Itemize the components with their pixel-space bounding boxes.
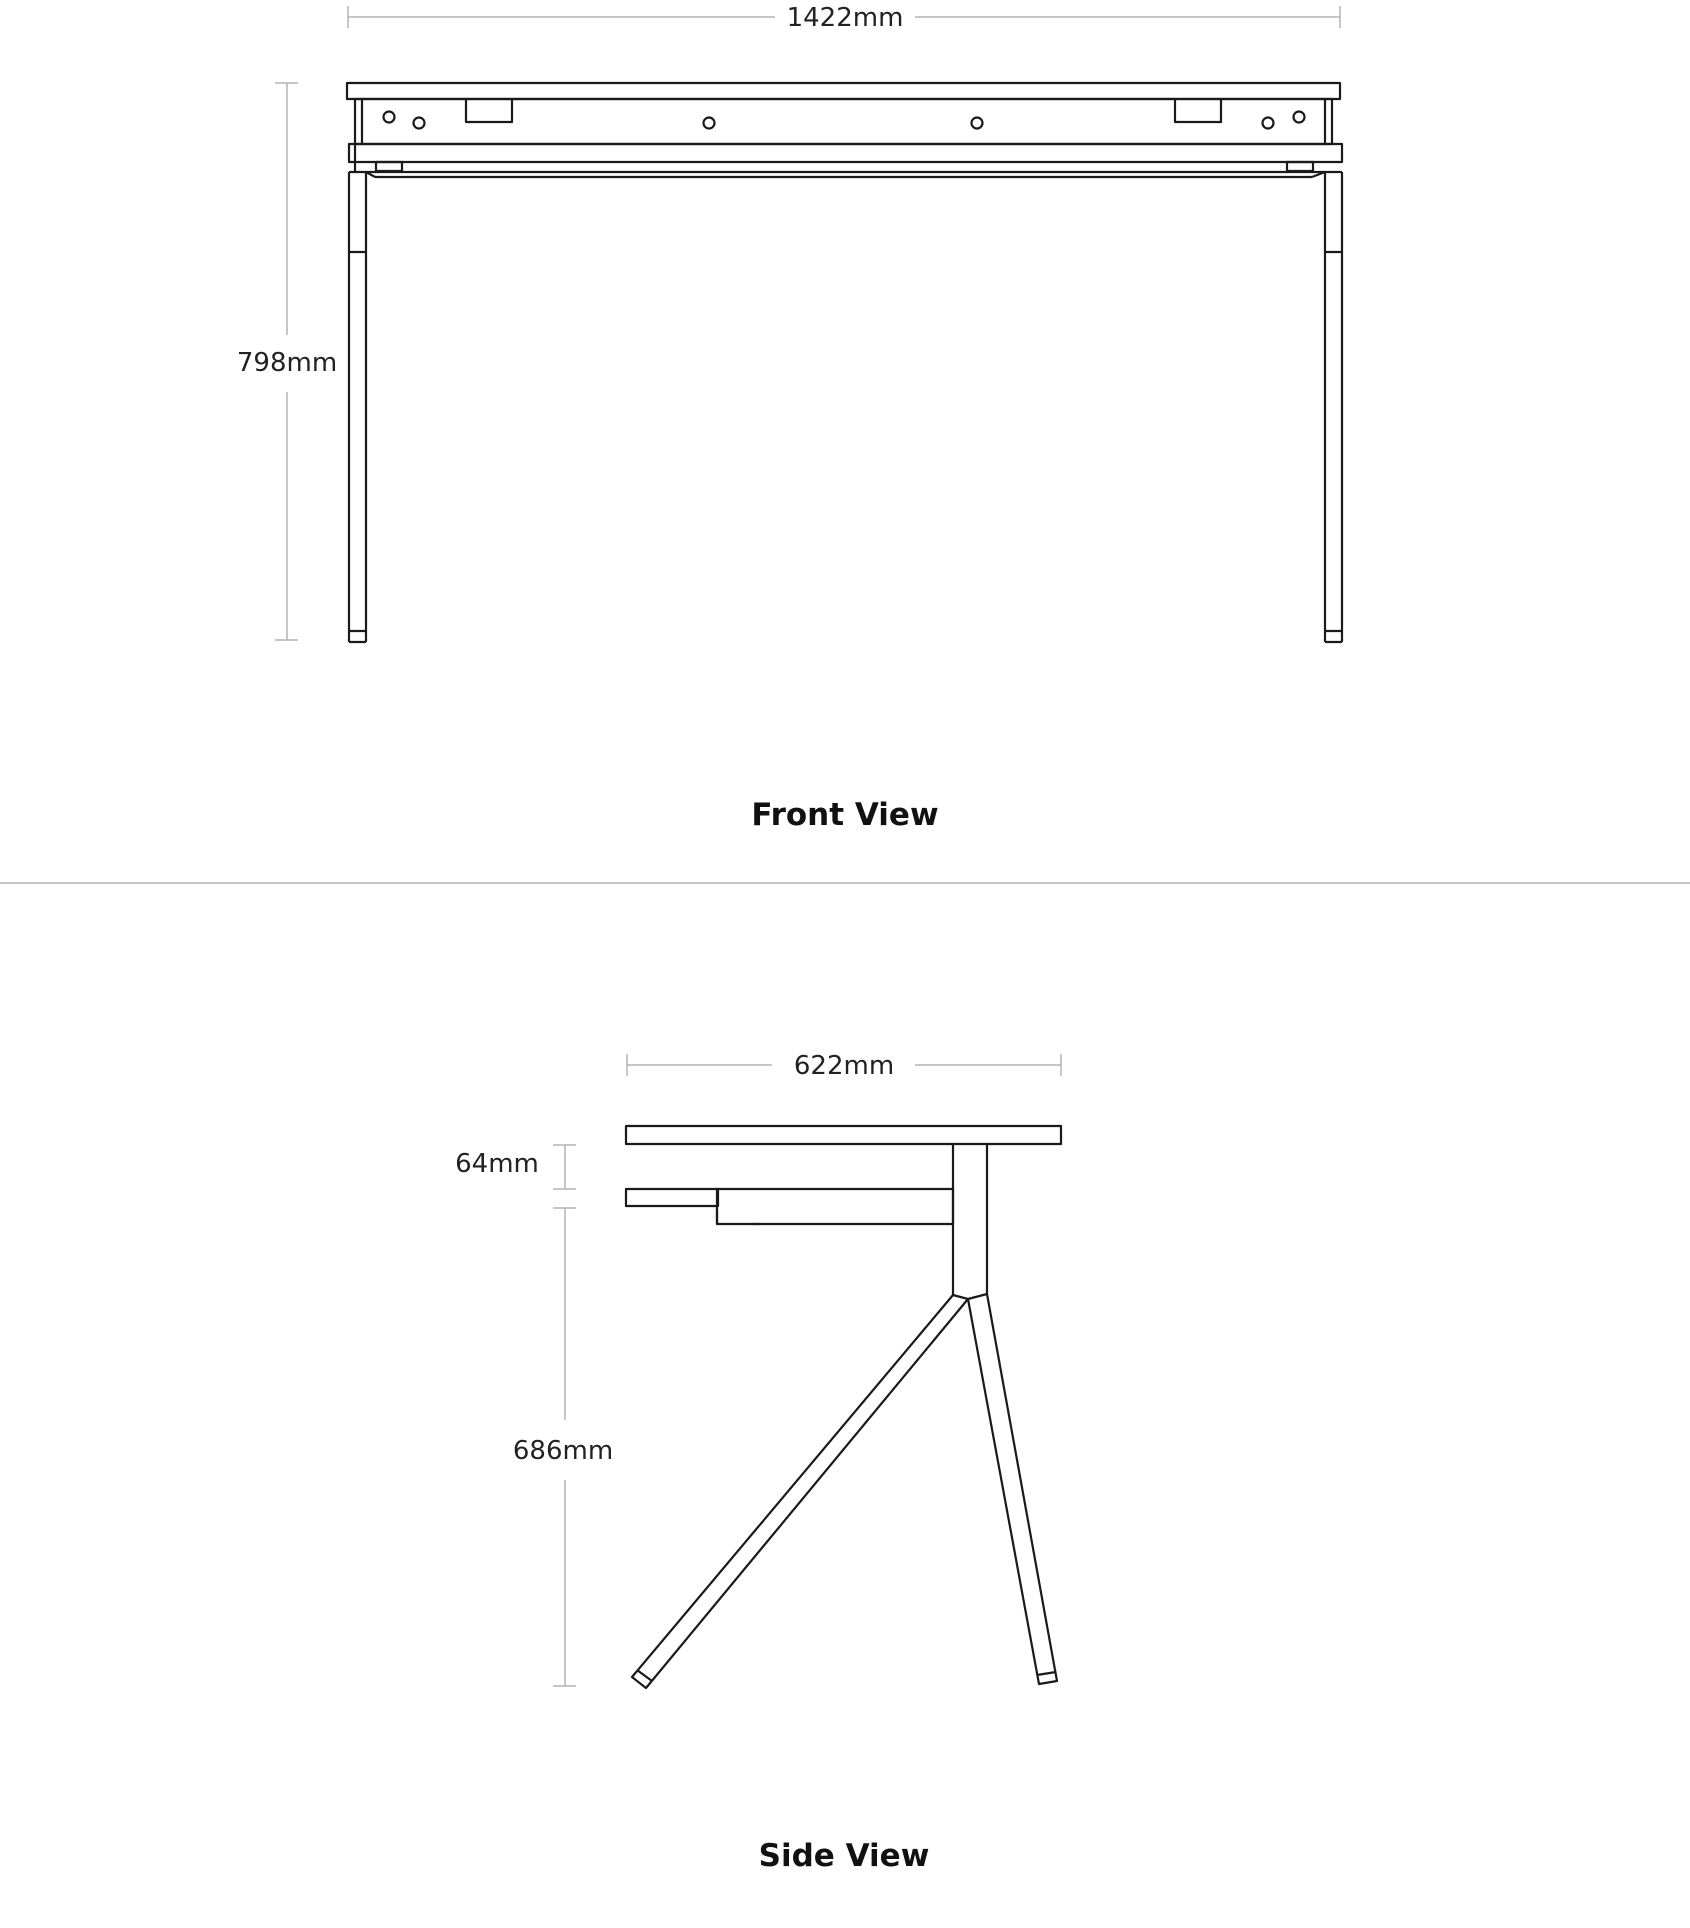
right-cable-cutout (1175, 99, 1221, 122)
side-desktop (626, 1126, 1061, 1144)
left-glide (376, 162, 402, 171)
side-view-title: Side View (758, 1838, 930, 1874)
front-view (237, 3, 1342, 833)
drawer-height-label: 64mm (455, 1149, 539, 1179)
front-height-dimension (237, 83, 337, 640)
side-depth-dimension (627, 1051, 1061, 1081)
side-view (455, 1051, 1061, 1874)
drawer-height-dimension (455, 1145, 576, 1189)
right-glide (1287, 162, 1313, 171)
side-depth-label: 622mm (793, 1051, 895, 1081)
hole (414, 118, 425, 129)
side-upright (953, 1144, 987, 1299)
desktop-surface (347, 83, 1340, 99)
front-width-label: 1422mm (786, 3, 904, 33)
desk-front-outline (347, 83, 1342, 642)
hole (384, 112, 395, 123)
front-height-label: 798mm (236, 348, 338, 378)
side-drawer-body (717, 1189, 953, 1224)
hole (972, 118, 983, 129)
drawer-front (349, 144, 1342, 162)
front-view-title: Front View (751, 797, 939, 833)
side-drawer-front (626, 1189, 718, 1206)
desk-side-outline (626, 1126, 1061, 1688)
left-cable-cutout (466, 99, 512, 122)
hole (1294, 112, 1305, 123)
front-left-leg (349, 144, 366, 642)
clearance-dimension (513, 1208, 613, 1686)
hole (704, 118, 715, 129)
clearance-label: 686mm (512, 1436, 614, 1466)
hole (1263, 118, 1274, 129)
side-rear-leg (968, 1294, 1057, 1684)
front-right-leg (1325, 172, 1342, 642)
side-front-leg (632, 1295, 968, 1688)
front-width-dimension (348, 3, 1340, 33)
